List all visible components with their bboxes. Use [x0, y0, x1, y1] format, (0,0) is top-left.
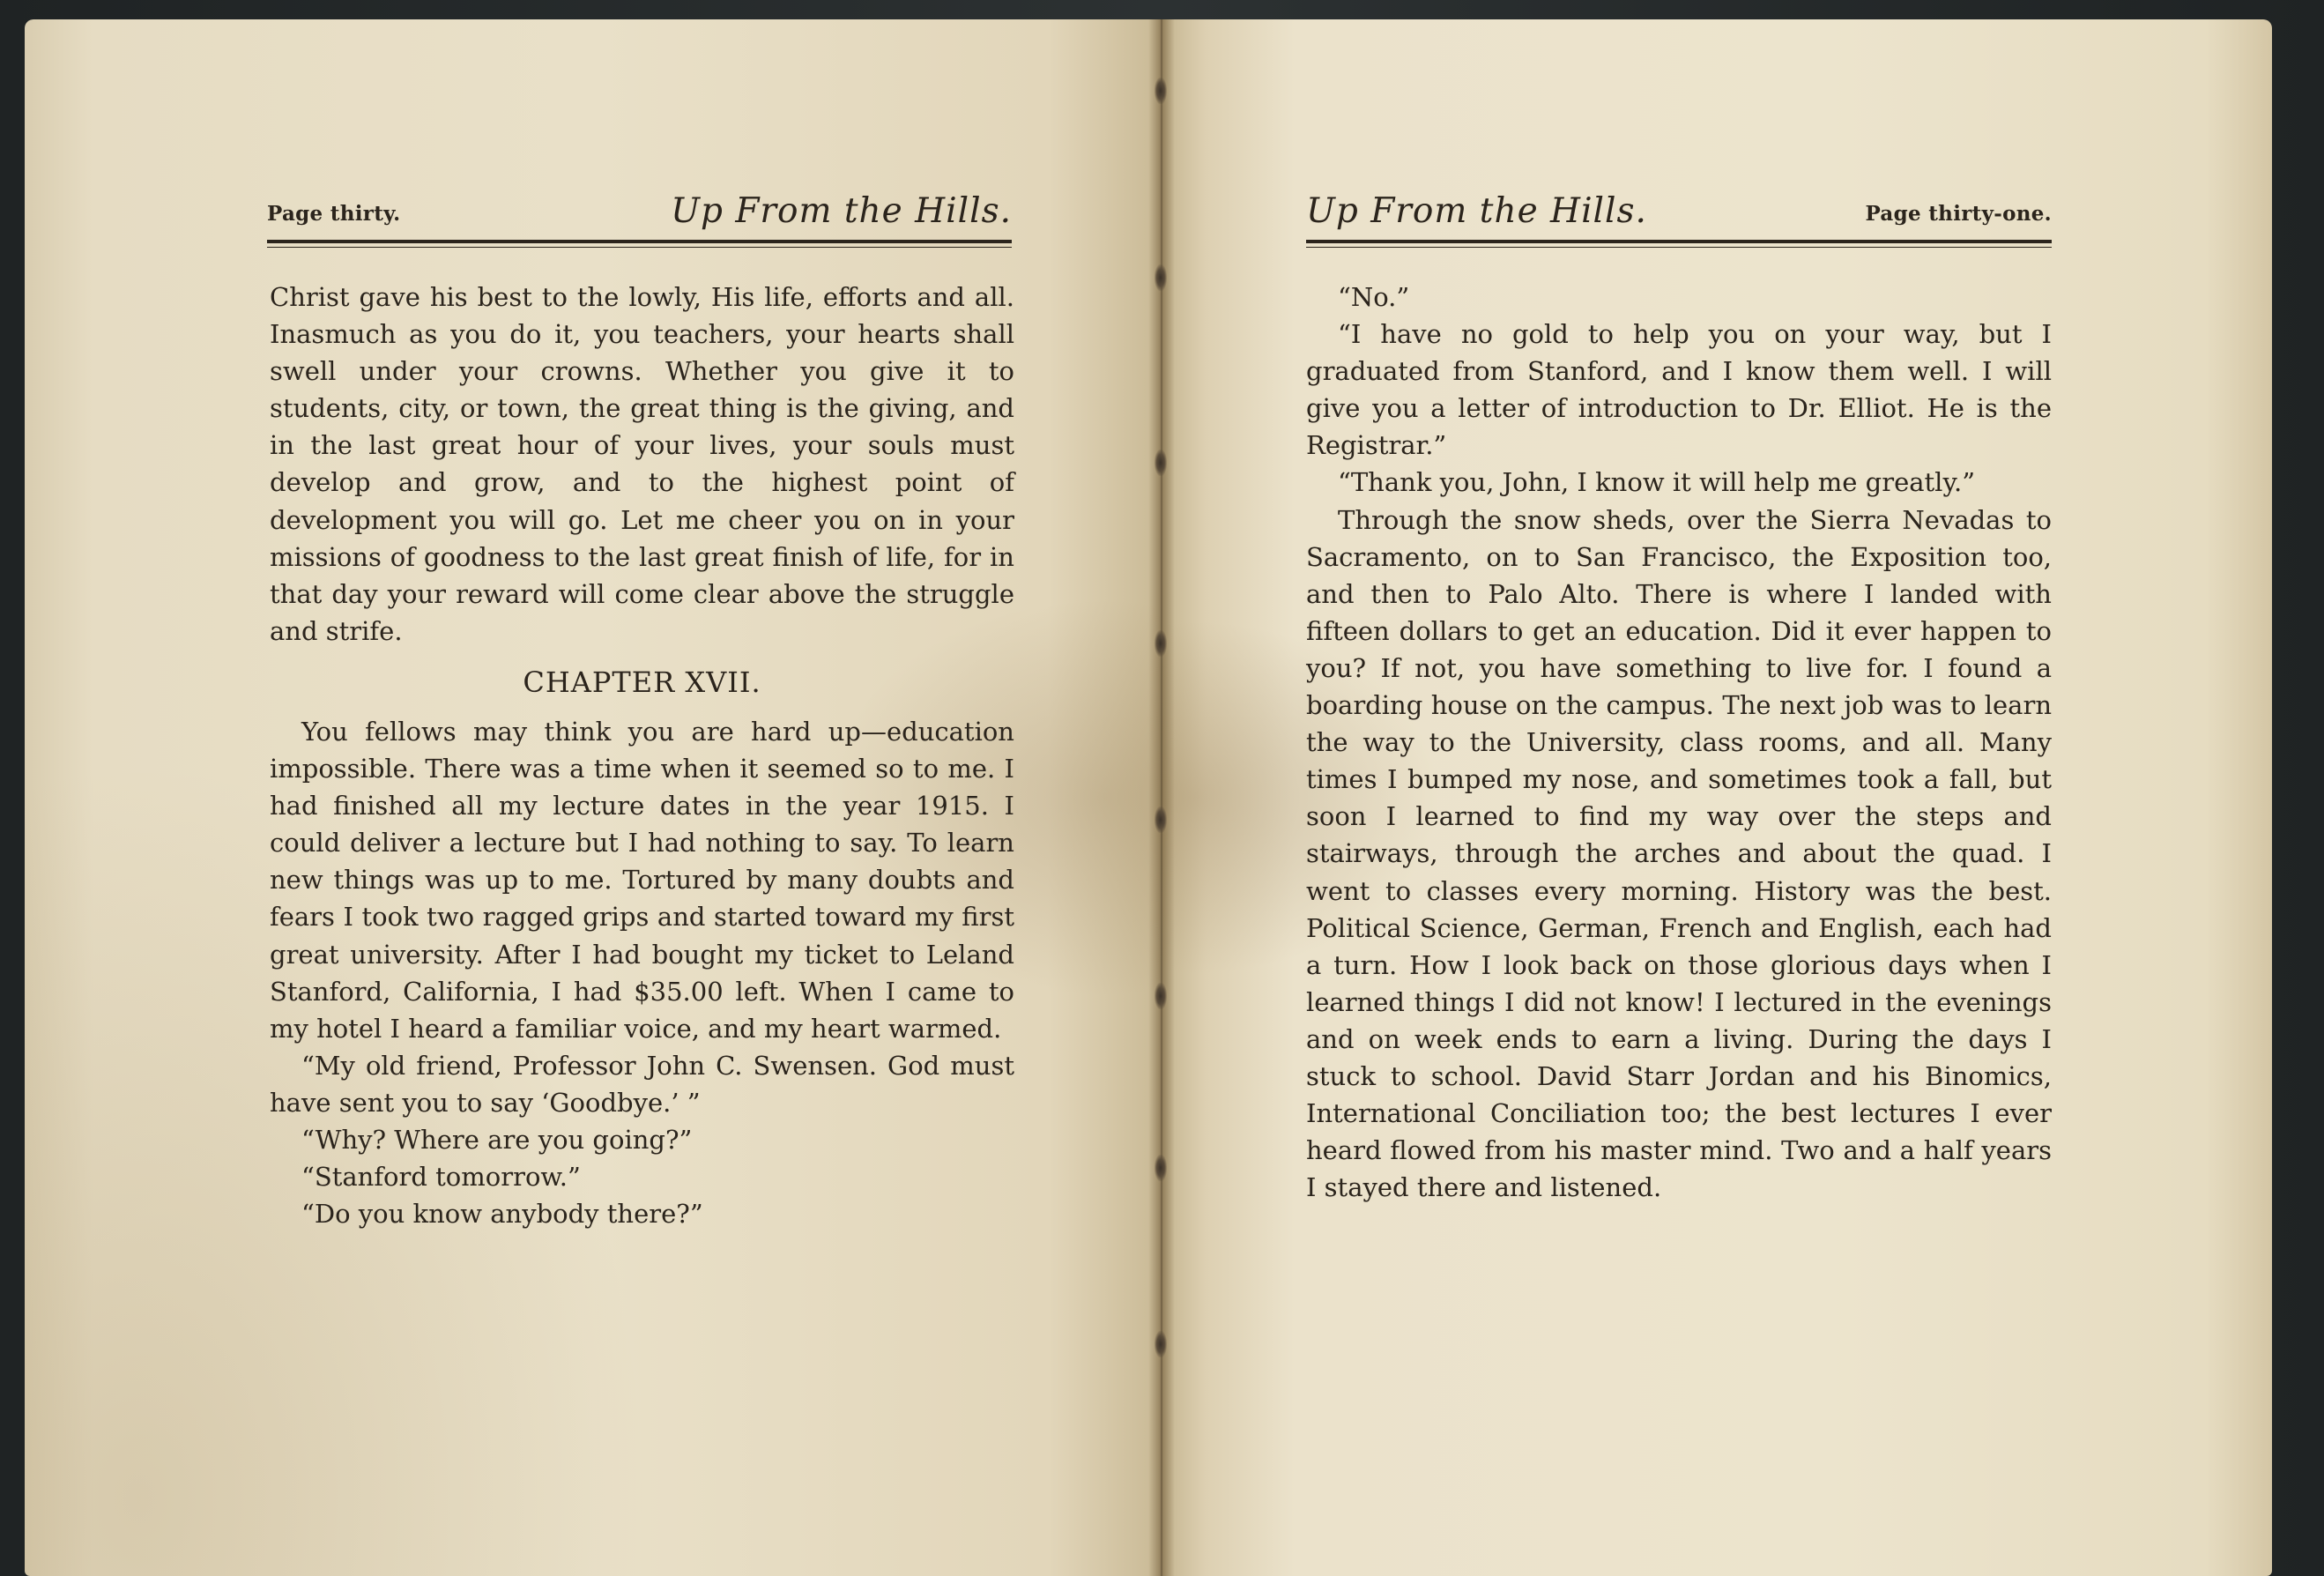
paragraph: Christ gave his best to the lowly, His life, efforts and all. Inasmuch as you do it, you teachers, your hearts shall swell under your crowns. Whether you give it to students, city, or town, the great thing is the giving, and in the last great hour of your lives, your souls must develop and grow, and to the highest point of development you will go. Let me cheer you on in your missions of goodness to the last great finish of life, for in that day your reward will come clear above the struggle and strife.	[270, 282, 1014, 646]
paragraph: “Do you know anybody there?”	[301, 1199, 703, 1230]
left-running-title: Up From the Hills.	[671, 191, 1012, 231]
left-header-rule	[267, 240, 1012, 248]
binding-stitch	[1155, 807, 1167, 833]
binding-stitch	[1155, 630, 1167, 657]
left-page-header	[267, 187, 1012, 236]
paragraph: “No.”	[1338, 282, 1410, 312]
binding-stitch	[1155, 1155, 1167, 1181]
paragraph: “I have no gold to help you on your way, but I graduated from Stanford, and I know them well. I will give you a letter of introduction to Dr. Elliot. He is the Registrar.”	[1306, 319, 2052, 461]
right-page-body	[1306, 279, 2052, 1206]
paragraph: “Why? Where are you going?”	[301, 1124, 693, 1155]
left-page-body	[270, 279, 1014, 1232]
binding-stitch	[1155, 264, 1167, 291]
paragraph: “Stanford tomorrow.”	[301, 1162, 581, 1193]
right-page-header	[1306, 187, 2052, 236]
binding-stitch	[1155, 1331, 1167, 1357]
paragraph: Through the snow sheds, over the Sierra Nevadas to Sacramento, on to San Francisco, the Exposition too, and then to Palo Alto. There is where I landed with fifteen dollars to get an education. Did it ever happen to you? If not, you have something to live for. I found a boarding house on the campus. The next job was to learn the way to the University, class rooms, and all. Many times I bumped my nose, and sometimes took a fall, but soon I learned to find my way over the steps and stairways, through the arches and about the quad. I went to classes every morning. History was the best. Political Science, German, French and English, each had a turn. How I look back on those glorious days when I learned things I did not know! I lectured in the evenings and on week ends to earn a living. During the days I stuck to school. David Starr Jordan and his Binomics, International Conciliation too; the best lectures I ever heard flowed from his master mind. Two and a half years I stayed there and listened.	[1306, 504, 2052, 1203]
left-page	[25, 19, 1162, 1576]
binding-stitch	[1155, 983, 1167, 1009]
right-page-number: Page thirty-one.	[1865, 202, 2052, 226]
paragraph: “My old friend, Professor John C. Swensen. God must have sent you to say ‘Goodbye.’ ”	[270, 1050, 1014, 1118]
paragraph: You fellows may think you are hard up—education impossible. There was a time when it seemed so to me. I had finished all my lecture dates in the year 1915. I could deliver a lecture but I had nothing to say. To learn new things was up to me. Tortured by many doubts and fears I took two ragged grips and started toward my first great university. After I had bought my ticket to Leland Stanford, California, I had $35.00 left. When I came to my hotel I heard a familiar voice, and my heart warmed.	[270, 716, 1014, 1044]
binding-stitch	[1155, 450, 1167, 476]
right-running-title: Up From the Hills.	[1306, 191, 1647, 231]
left-page-number: Page thirty.	[267, 202, 401, 226]
chapter-heading: CHAPTER XVII.	[523, 665, 761, 699]
paragraph: “Thank you, John, I know it will help me greatly.”	[1338, 467, 1976, 498]
right-header-rule	[1306, 240, 2052, 248]
right-page	[1162, 19, 2272, 1576]
binding-stitch	[1155, 78, 1167, 104]
